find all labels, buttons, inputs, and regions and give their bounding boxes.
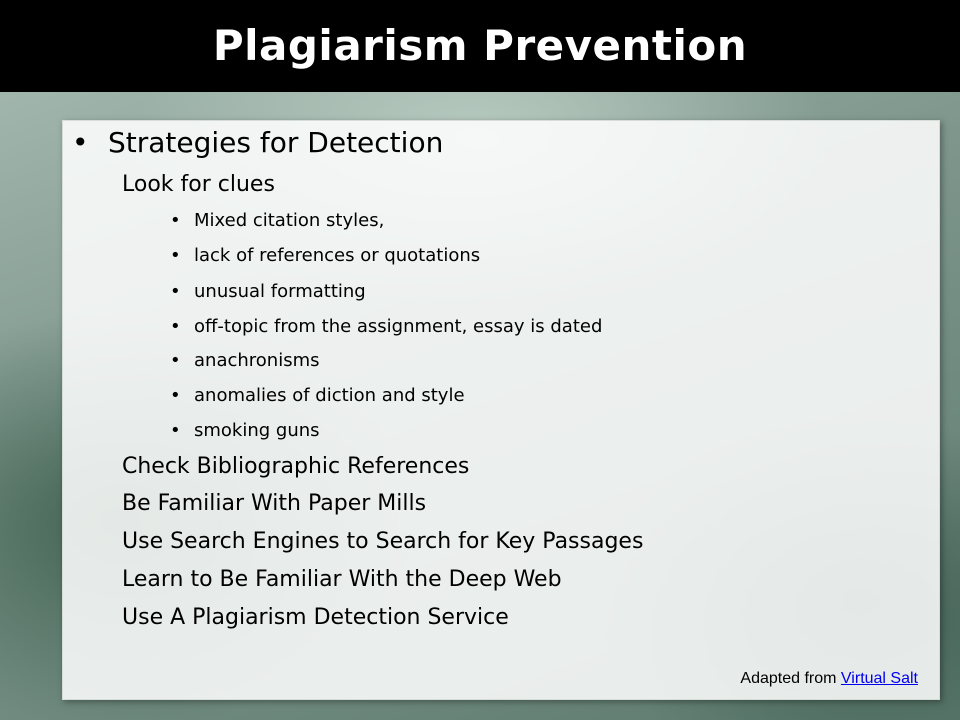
bullet-dot-icon: •: [170, 281, 181, 302]
clue-item: off-topic from the assignment, essay is dated: [194, 316, 603, 337]
virtual-salt-link[interactable]: Virtual Salt: [840, 670, 918, 687]
title-bar: [0, 0, 960, 92]
clue-item: smoking guns: [194, 420, 320, 441]
clue-item: Mixed citation styles,: [194, 210, 385, 231]
slide-title: Plagiarism Prevention: [212, 21, 748, 70]
clues-heading: Look for clues: [122, 172, 275, 197]
bullet-dot-icon: •: [170, 420, 181, 441]
strategy-item: Be Familiar With Paper Mills: [122, 491, 427, 516]
bullet-dot-icon: •: [170, 385, 181, 406]
attribution: [740, 670, 918, 688]
main-heading: Strategies for Detection: [108, 126, 444, 159]
clue-item: anomalies of diction and style: [194, 385, 465, 406]
strategy-item: Learn to Be Familiar With the Deep Web: [122, 567, 562, 592]
bullet-dot-icon: •: [72, 126, 89, 159]
clue-item: anachronisms: [194, 350, 320, 371]
bullet-dot-icon: •: [170, 316, 181, 337]
bullet-dot-icon: •: [170, 350, 181, 371]
clue-item: unusual formatting: [194, 281, 366, 302]
bullet-dot-icon: •: [170, 245, 181, 266]
bullet-dot-icon: •: [170, 210, 181, 231]
clue-item: lack of references or quotations: [194, 245, 481, 266]
strategy-item: Use A Plagiarism Detection Service: [122, 605, 509, 630]
strategy-item: Use Search Engines to Search for Key Passages: [122, 529, 644, 554]
strategy-item: Check Bibliographic References: [122, 454, 470, 479]
attribution-prefix: Adapted from: [740, 670, 841, 687]
